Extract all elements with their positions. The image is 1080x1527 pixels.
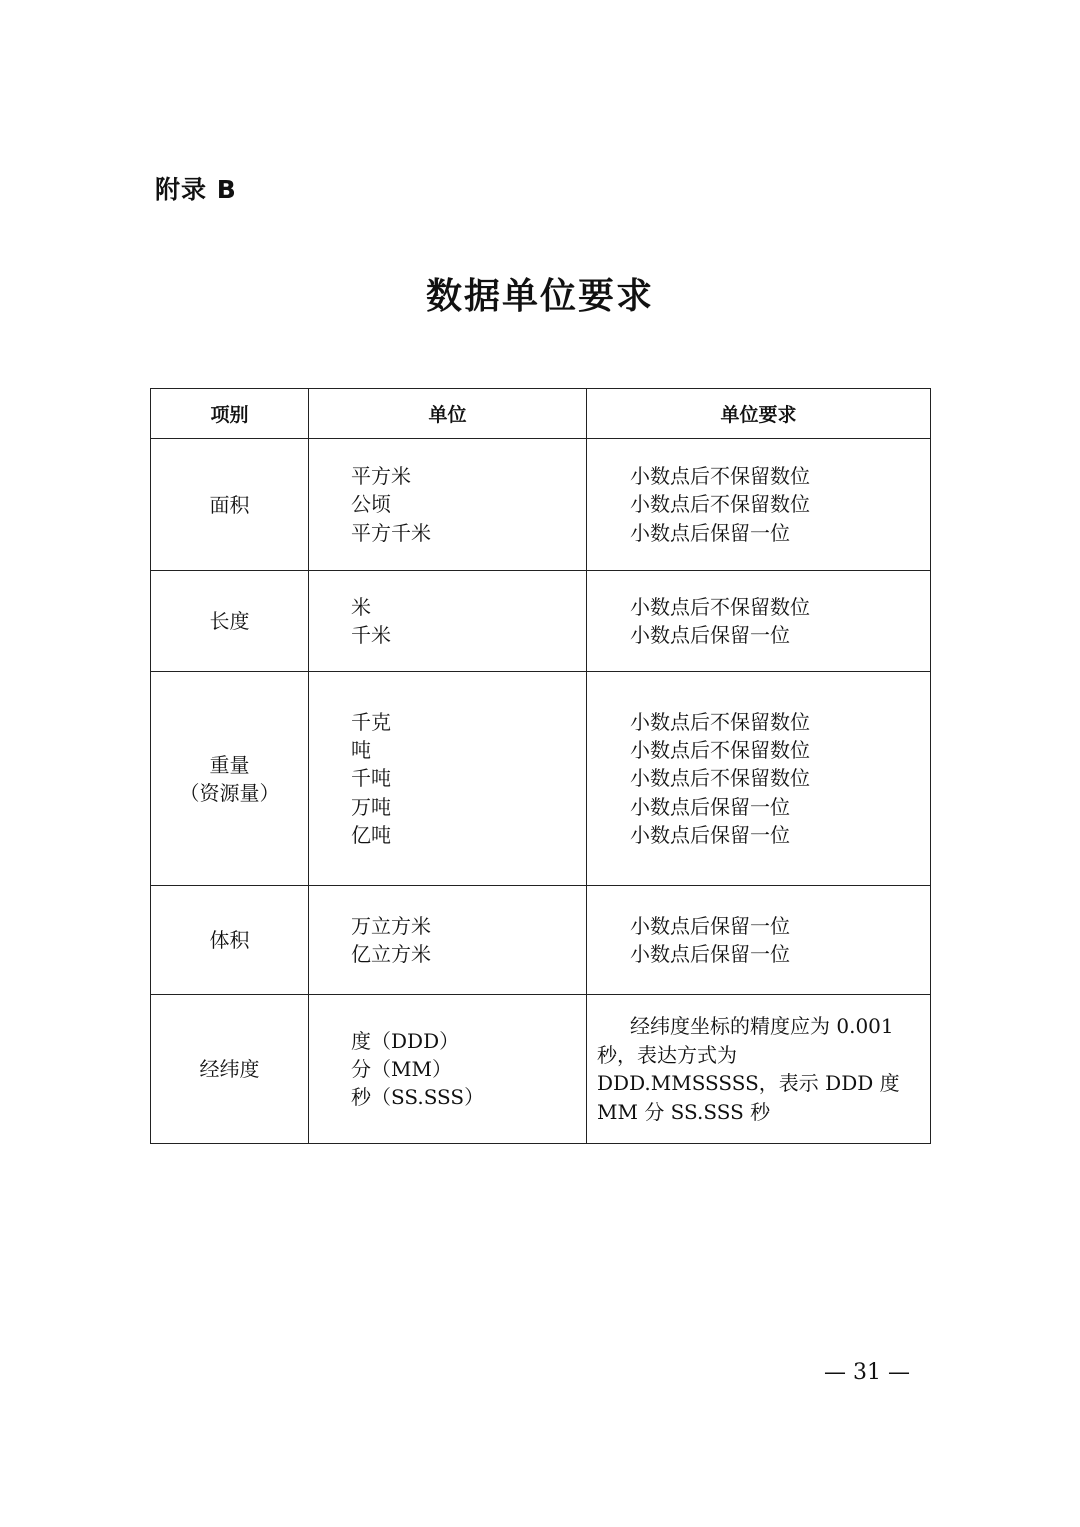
- unit-item: 亿立方米: [351, 942, 431, 966]
- requirement-item: 小数点后保留一位: [630, 520, 790, 545]
- requirement-item: 小数点后保留一位: [630, 822, 790, 847]
- requirements-cell: [587, 886, 931, 995]
- column-header-category: 项别: [151, 389, 309, 439]
- units-cell: [309, 886, 587, 995]
- category-cell: [151, 439, 309, 571]
- requirements-cell: [587, 672, 931, 886]
- category-cell: [151, 571, 309, 672]
- category-sublabel: （资源量）: [179, 780, 280, 805]
- category-cell: [151, 672, 309, 886]
- appendix-label: 附录 B: [155, 175, 237, 204]
- table-row-weight: [151, 672, 931, 886]
- unit-item: 平方千米: [351, 520, 431, 545]
- category-label: 长度: [209, 609, 250, 633]
- unit-item: 平方米: [351, 464, 411, 489]
- requirements-cell: [587, 995, 931, 1144]
- requirements-cell: [587, 571, 931, 672]
- category-label: 重量: [209, 752, 250, 777]
- page-title: 数据单位要求: [425, 276, 654, 317]
- requirement-item: 小数点后不保留数位: [630, 766, 810, 791]
- category-label: 面积: [209, 492, 250, 517]
- units-cell: [309, 995, 587, 1144]
- requirement-item: 小数点后不保留数位: [630, 709, 810, 734]
- unit-item: 千克: [351, 709, 391, 734]
- unit-requirements-table: [150, 388, 931, 1144]
- table-row-length: [151, 571, 931, 672]
- column-header-requirement: 单位要求: [587, 389, 931, 439]
- requirement-item: 小数点后不保留数位: [630, 594, 810, 619]
- requirement-item: 小数点后不保留数位: [630, 738, 810, 763]
- unit-item: 秒（SS.SSS）: [351, 1085, 485, 1110]
- unit-item: 万立方米: [351, 913, 431, 938]
- requirements-cell: [587, 439, 931, 571]
- unit-item: 分（MM）: [351, 1056, 452, 1081]
- unit-item: 亿吨: [351, 822, 391, 847]
- category-cell: [151, 886, 309, 995]
- unit-item: 公顷: [351, 492, 391, 517]
- units-cell: [309, 439, 587, 571]
- unit-item: 千吨: [351, 766, 391, 791]
- units-cell: [309, 672, 587, 886]
- unit-item: 吨: [351, 738, 371, 763]
- page-number: — 31 —: [824, 1360, 910, 1385]
- table-row-volume: [151, 886, 931, 995]
- category-label: 经纬度: [199, 1057, 260, 1081]
- units-cell: [309, 571, 587, 672]
- table-row-coordinates: [151, 995, 931, 1144]
- requirement-item: 小数点后保留一位: [630, 913, 790, 938]
- category-cell: [151, 995, 309, 1144]
- requirement-item: 小数点后不保留数位: [630, 464, 810, 489]
- unit-item: 万吨: [351, 794, 391, 819]
- requirement-paragraph: 经纬度坐标的精度应为 0.001 秒，表达方式为 DDD.MMSSSSS，表示 DDD 度 MM 分 SS.SSS 秒: [597, 1014, 900, 1124]
- table-row-area: [151, 439, 931, 571]
- column-header-unit: 单位: [309, 389, 587, 439]
- requirement-item: 小数点后保留一位: [630, 794, 790, 819]
- requirement-item: 小数点后不保留数位: [630, 492, 810, 517]
- category-label: 体积: [209, 928, 250, 952]
- unit-item: 度（DDD）: [351, 1028, 460, 1053]
- requirement-item: 小数点后保留一位: [630, 942, 790, 966]
- unit-item: 米: [351, 594, 371, 619]
- requirement-item: 小数点后保留一位: [630, 623, 790, 647]
- table-header-row: [151, 389, 931, 439]
- unit-item: 千米: [351, 623, 391, 647]
